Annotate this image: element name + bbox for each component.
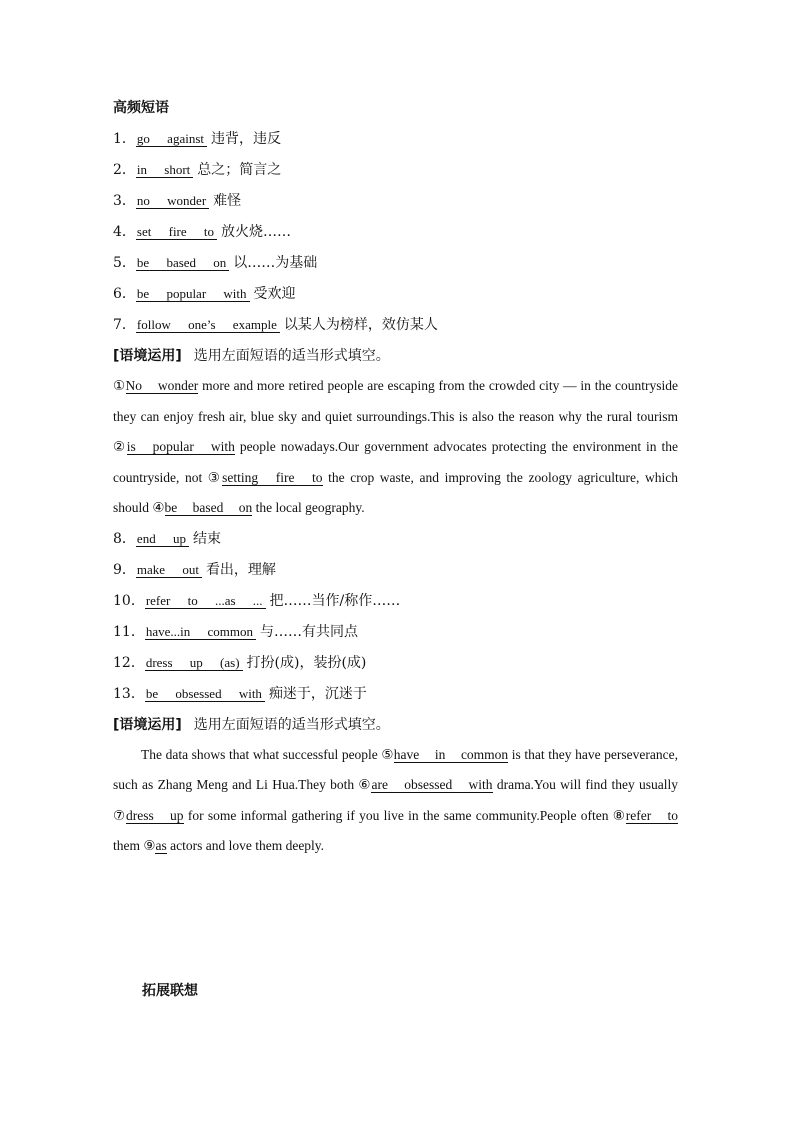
meaning: 受欢迎 <box>253 286 296 302</box>
passage-text: the local geography. <box>252 500 365 515</box>
answer-blank: set fire to <box>136 224 217 240</box>
meaning: 以……为基础 <box>233 255 318 271</box>
blank-marker: ⑨ <box>143 838 156 853</box>
answer-blank: be popular with <box>136 286 250 302</box>
phrase-item <box>113 248 678 279</box>
passage-text: more and more retired people are escaping from the crowded city — in the countryside they can enjoy fresh air, blue sky and quiet surroundings.This is also the reason why the rural tourism <box>113 378 678 424</box>
answer-blank: be based on <box>136 255 229 271</box>
blank-marker: ⑧ <box>612 807 626 823</box>
answer-blank: make out <box>136 562 202 578</box>
passage-text: drama.You will find they usually <box>492 777 678 792</box>
meaning: 结束 <box>192 530 221 547</box>
item-number: 12． <box>113 654 145 671</box>
item-number: 6． <box>113 286 136 302</box>
item-number: 4． <box>113 224 136 240</box>
extension-title: 拓展联想 <box>142 983 198 999</box>
context-instruction: 选用左面短语的适当形式填空。 <box>193 716 390 733</box>
passage-text: actors and love them deeply. <box>166 838 325 853</box>
answer-blank: be obsessed with <box>145 686 265 702</box>
answer-blank: in short <box>136 162 193 178</box>
meaning: 以某人为榜样，效仿某人 <box>283 317 438 333</box>
blank-marker: ⑦ <box>113 807 127 823</box>
passage-1 <box>113 371 678 524</box>
meaning: 违背，违反 <box>211 131 281 147</box>
filled-blank: be based on <box>164 500 253 515</box>
item-number: 7． <box>113 317 136 333</box>
blank-marker: ④ <box>152 500 165 515</box>
passage-2 <box>113 740 678 862</box>
context-instruction: 选用左面短语的适当形式填空。 <box>193 348 390 364</box>
filled-blank: as <box>155 838 167 853</box>
blank-marker: ⑤ <box>381 746 394 762</box>
filled-blank: are obsessed with <box>371 777 493 792</box>
phrase-item <box>113 155 678 186</box>
context-label: [语境运用] <box>113 348 182 364</box>
item-number: 2． <box>113 162 136 178</box>
filled-blank: have in common <box>393 746 509 762</box>
passage-text: is that they have perseverance, such as Zhang Meng and Li Hua.They both <box>113 746 678 792</box>
item-number: 13． <box>113 685 145 702</box>
document-body <box>113 92 678 862</box>
blank-marker: ① <box>113 378 126 393</box>
passage-text: the crop waste, and improving the zoology agriculture, which should <box>113 469 679 515</box>
item-number: 1． <box>113 131 136 147</box>
passage-text: them <box>113 838 144 853</box>
phrase-list-2 <box>113 524 678 710</box>
answer-blank: dress up (as) <box>145 655 243 671</box>
answer-blank: follow one’s example <box>136 317 280 333</box>
meaning: 与……有共同点 <box>259 623 358 640</box>
meaning: 难怪 <box>213 193 242 209</box>
item-number: 8． <box>113 530 136 547</box>
item-number: 3． <box>113 193 136 209</box>
phrase-item <box>113 124 678 155</box>
phrase-item <box>113 186 678 217</box>
answer-blank: end up <box>136 531 189 547</box>
filled-blank: is popular with <box>126 439 235 454</box>
context-label: [语境运用] <box>113 716 182 733</box>
meaning: 看出，理解 <box>205 561 276 578</box>
passage-text: The data shows that what successful people <box>141 746 382 762</box>
meaning: 打扮(成)，装扮(成) <box>246 654 367 671</box>
section-title: 高频短语 <box>113 100 169 116</box>
passage-text: for some informal gathering if you live in the same community.People often <box>183 807 613 823</box>
blank-marker: ② <box>113 439 127 454</box>
phrase-item <box>113 617 678 648</box>
answer-blank: no wonder <box>136 193 209 209</box>
meaning: 放火烧…… <box>221 224 292 240</box>
context-heading <box>113 341 678 371</box>
filled-blank: setting fire to <box>222 469 323 485</box>
answer-blank: go against <box>136 131 207 147</box>
phrase-item <box>113 279 678 310</box>
phrase-item <box>113 586 678 617</box>
context-heading <box>113 710 678 740</box>
item-number: 5． <box>113 255 136 271</box>
passage-text: people nowadays.Our government advocates protecting the environment in the countryside, not <box>113 439 678 485</box>
item-number: 11． <box>113 623 145 640</box>
item-number: 10． <box>113 592 145 609</box>
blank-marker: ⑥ <box>358 777 372 792</box>
meaning: 把……当作/称作…… <box>269 592 401 609</box>
answer-blank: refer to ...as ... <box>145 593 266 609</box>
phrase-item <box>113 310 678 341</box>
blank-marker: ③ <box>207 469 223 485</box>
filled-blank: No wonder <box>125 378 199 393</box>
phrase-item <box>113 679 678 710</box>
phrase-item <box>113 217 678 248</box>
item-number: 9． <box>113 561 136 578</box>
phrase-item <box>113 555 678 586</box>
phrase-item <box>113 648 678 679</box>
meaning: 总之；简言之 <box>197 162 282 178</box>
phrase-item <box>113 524 678 555</box>
filled-blank: dress up <box>126 807 184 823</box>
filled-blank: refer to <box>625 807 679 823</box>
meaning: 痴迷于，沉迷于 <box>268 685 367 702</box>
phrase-list-1 <box>113 124 678 341</box>
answer-blank: have...in common <box>145 624 256 640</box>
